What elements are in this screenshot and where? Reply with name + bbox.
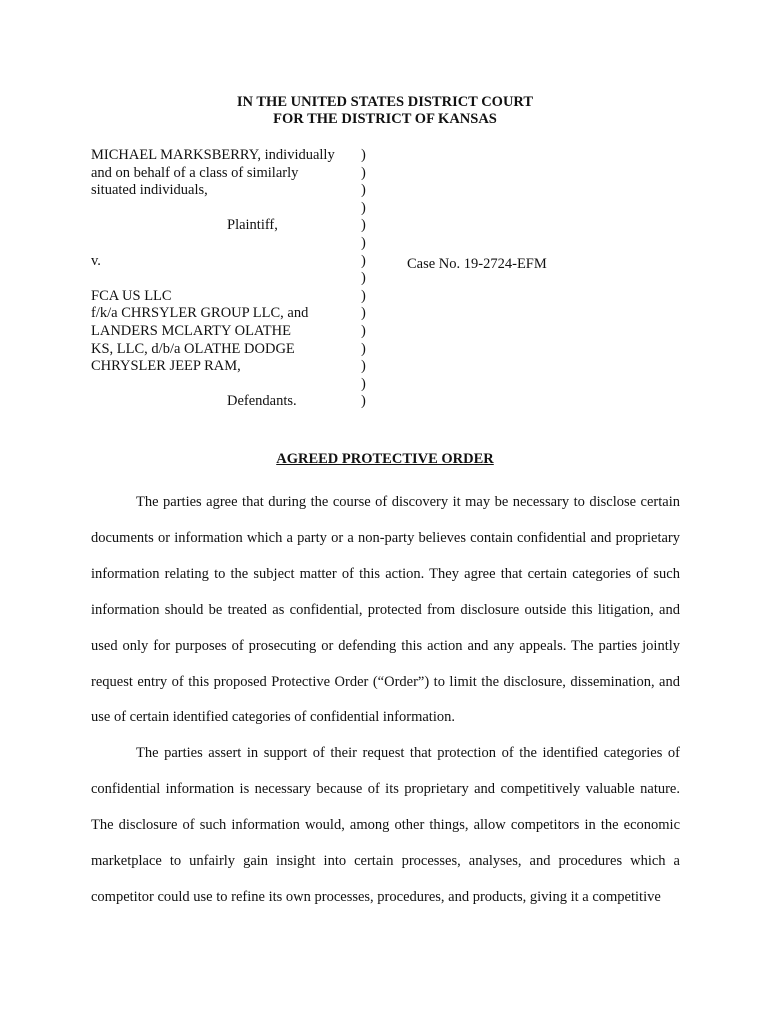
caption-paren: ) [361,322,366,339]
versus-label: v. [91,252,101,269]
caption-paren: ) [361,270,366,287]
court-heading-line-2: FOR THE DISTRICT OF KANSAS [273,111,497,127]
caption-paren: ) [361,182,366,199]
defendant-line: LANDERS MCLARTY OLATHE [91,322,291,339]
case-number: Case No. 19-2724-EFM [407,256,547,272]
order-body [91,485,680,916]
case-caption-parties [91,147,361,411]
defendant-line: KS, LLC, d/b/a OLATHE DODGE [91,340,295,357]
plaintiff-line: MICHAEL MARKSBERRY, individually [91,147,335,163]
defendant-line: f/k/a CHRSYLER GROUP LLC, and [91,305,309,322]
caption-paren: ) [361,340,366,357]
plaintiff-role: Plaintiff, [227,217,278,234]
caption-paren: ) [361,164,366,181]
caption-paren: ) [361,393,366,410]
caption-paren-column [361,147,373,411]
caption-paren: ) [361,217,366,234]
caption-paren: ) [361,287,366,304]
defendant-line: FCA US LLC [91,287,172,304]
caption-paren: ) [361,147,366,163]
plaintiff-line: and on behalf of a class of similarly [91,164,299,181]
plaintiff-line: situated individuals, [91,182,208,199]
caption-paren: ) [361,358,366,375]
order-title: AGREED PROTECTIVE ORDER [276,451,494,467]
body-paragraph: The parties agree that during the course of discovery it may be necessary to disclose certain documents or information which a party or a non-party believes contain confidential and proprietary information relating to the subject matter of this action. They agree that certain categories of such information should be treated as confidential, protected from disclosure outside this litigation, and used only for purposes of prosecuting or defending this action and any appeals. The parties jointly request entry of this proposed Protective Order (“Order”) to limit the disclosure, dissemination, and use of certain identified categories of confidential information. [91,494,680,726]
court-heading [0,94,770,128]
body-paragraph: The parties assert in support of their request that protection of the identified categories of confidential information is necessary because of its proprietary and competitively valuable nature. The disclosure of such information would, among other things, allow competitors in the economic marketplace to unfairly gain insight into certain processes, analyses, and procedures which a competitor could use to refine its own processes, procedures, and products, giving it a competitive [91,745,680,905]
court-heading-line-1: IN THE UNITED STATES DISTRICT COURT [236,94,534,110]
caption-paren: ) [361,252,366,269]
caption-paren: ) [361,375,366,392]
caption-paren: ) [361,305,366,322]
caption-paren: ) [361,199,366,216]
caption-paren: ) [361,234,366,251]
defendant-role: Defendants. [227,393,297,410]
defendant-line: CHRYSLER JEEP RAM, [91,358,241,375]
